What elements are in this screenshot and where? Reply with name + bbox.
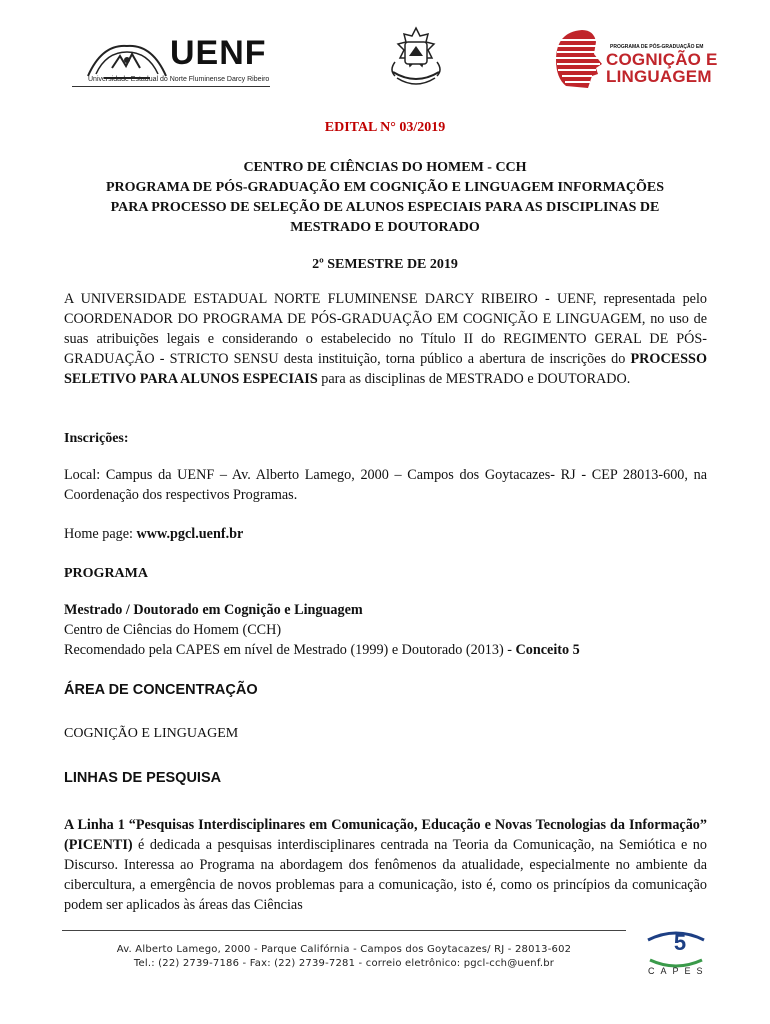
inscricoes-heading: Inscrições: bbox=[64, 431, 129, 446]
heading-line: MESTRADO E DOUTORADO bbox=[290, 220, 480, 235]
state-crest bbox=[385, 26, 447, 92]
program-center: Centro de Ciências do Homem (CCH) bbox=[64, 622, 282, 638]
footer-contact: Tel.: (22) 2739-7186 - Fax: (22) 2739-7281 - correio eletrônico: pgcl-cch@uenf.br bbox=[133, 958, 555, 969]
crest-icon bbox=[385, 26, 447, 92]
cog-title-line1: COGNIÇÃO E bbox=[606, 50, 718, 69]
footer-rule bbox=[62, 930, 626, 931]
edital-number: EDITAL N° 03/2019 bbox=[324, 120, 446, 135]
intro-emphasis: PROCESSO SELETIVO PARA ALUNOS ESPECIAIS bbox=[64, 351, 707, 387]
intro-text-end: para as disciplinas de MESTRADO e DOUTORADO. bbox=[317, 371, 631, 387]
programa-details bbox=[64, 600, 707, 660]
footer-address: Av. Alberto Lamego, 2000 - Parque Califórnia - Campos dos Goytacazes/ RJ - 28013-602 bbox=[116, 944, 572, 955]
heading-line: PARA PROCESSO DE SELEÇÃO DE ALUNOS ESPECIAIS PARA AS DISCIPLINAS DE bbox=[110, 200, 660, 215]
intro-paragraph bbox=[64, 289, 707, 389]
local-paragraph: Local: Campus da UENF – Av. Alberto Lamego, 2000 – Campos dos Goytacazes- RJ - CEP 28013-600, na Coordenação dos respectivos Programas. bbox=[64, 467, 707, 503]
uenf-subtitle: Universidade Estadual do Norte Fluminense Darcy Ribeiro bbox=[88, 76, 270, 83]
linha1-paragraph bbox=[64, 815, 707, 915]
homepage-link[interactable]: www.pgcl.uenf.br bbox=[136, 526, 244, 542]
intro-text: A UNIVERSIDADE ESTADUAL NORTE FLUMINENSE DARCY RIBEIRO - UENF, representada pelo COORDENADOR DO PROGRAMA DE PÓS-GRADUAÇÃO EM COGNIÇÃO E LINGUAGEM, no uso de suas atribuições legais e considerando o estabelecido no Título II do REGIMENTO GERAL DE PÓS-GRADUAÇÃO - STRICTO SENSU desta instituição, torna público a abertura de inscrições do bbox=[64, 291, 707, 367]
heading-line: CENTRO DE CIÊNCIAS DO HOMEM - CCH bbox=[243, 160, 527, 175]
linha1-text: é dedicada a pesquisas interdisciplinares centrada na Teoria da Comunicação, na Semiótica e no Discurso. Interessa ao Programa na abordagem dos fenômenos da atualidade, especialmente no ambiente da cibercultura, a emergência de novos problemas para a comunicação, isto é, como os princípios da comunicação podem ser aplicados às áreas das Ciências bbox=[64, 837, 707, 913]
uenf-wordmark: UENF bbox=[170, 34, 267, 72]
heading-line: PROGRAMA DE PÓS-GRADUAÇÃO EM COGNIÇÃO E LINGUAGEM INFORMAÇÕES bbox=[105, 180, 665, 195]
semester-title: 2º SEMESTRE DE 2019 bbox=[312, 257, 458, 272]
program-conceito: Conceito 5 bbox=[515, 642, 580, 658]
cog-title-line2: LINGUAGEM bbox=[606, 67, 712, 86]
area-heading: ÁREA DE CONCENTRAÇÃO bbox=[64, 682, 258, 698]
area-text: COGNIÇÃO E LINGUAGEM bbox=[64, 726, 239, 741]
capes-grade: 5 bbox=[673, 930, 687, 955]
program-recommendation: Recomendado pela CAPES em nível de Mestrado (1999) e Doutorado (2013) - bbox=[64, 642, 516, 658]
program-title: Mestrado / Doutorado em Cognição e Linguagem bbox=[64, 602, 363, 618]
homepage-label: Home page: bbox=[64, 526, 137, 542]
capes-label: CAPES bbox=[648, 966, 709, 976]
document-heading bbox=[60, 158, 710, 238]
homepage-line bbox=[64, 524, 707, 544]
uenf-rule bbox=[72, 86, 270, 87]
cog-program-label: PROGRAMA DE PÓS-GRADUAÇÃO EM bbox=[610, 44, 704, 50]
linha1-title: A Linha 1 “Pesquisas Interdisciplinares em Comunicação, Educação e Novas Tecnologias da Informação” (PICENTI) bbox=[64, 817, 707, 853]
programa-heading: PROGRAMA bbox=[64, 566, 148, 581]
linhas-heading: LINHAS DE PESQUISA bbox=[64, 770, 222, 786]
